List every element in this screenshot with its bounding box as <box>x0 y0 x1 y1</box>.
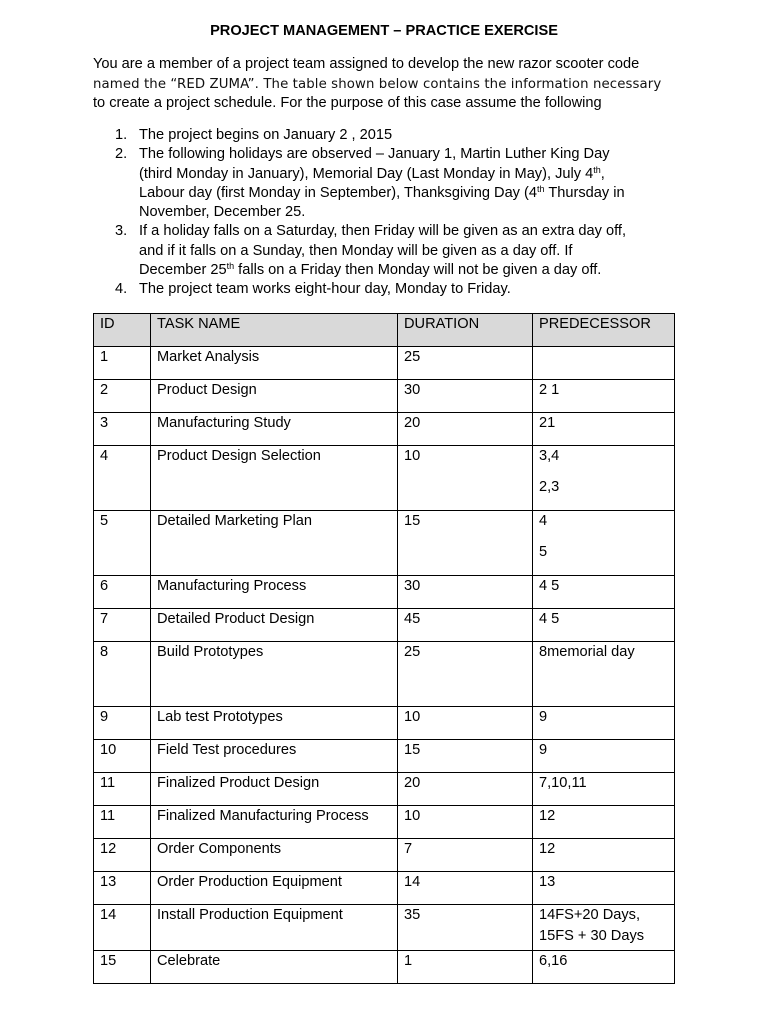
superscript: th <box>593 164 601 175</box>
cell-task-name: Manufacturing Process <box>151 576 398 609</box>
cell-task-name: Product Design <box>151 380 398 413</box>
cell-id: 12 <box>94 839 151 872</box>
table-row <box>94 347 675 380</box>
cell-duration: 20 <box>398 413 533 446</box>
predecessor-value: 15FS + 30 Days <box>539 928 645 944</box>
table-row <box>94 413 675 446</box>
header-id: ID <box>94 314 151 347</box>
cell-id: 1 <box>94 347 151 380</box>
cell-predecessor <box>533 773 675 806</box>
table-header-row <box>94 314 675 347</box>
cell-predecessor <box>533 511 675 576</box>
cell-duration: 1 <box>398 951 533 984</box>
cell-id: 4 <box>94 446 151 511</box>
cell-id: 14 <box>94 905 151 951</box>
table-row <box>94 446 675 511</box>
header-task-name: TASK NAME <box>151 314 398 347</box>
list-item <box>93 280 693 299</box>
cell-duration: 7 <box>398 839 533 872</box>
list-item-text: , <box>600 165 605 182</box>
cell-duration: 14 <box>398 872 533 905</box>
predecessor-value: 12 <box>539 808 556 824</box>
cell-task-name: Lab test Prototypes <box>151 707 398 740</box>
predecessor-value: 6,16 <box>539 953 568 969</box>
cell-predecessor <box>533 872 675 905</box>
cell-duration: 15 <box>398 511 533 576</box>
predecessor-value: 9 <box>539 709 548 725</box>
cell-predecessor <box>533 839 675 872</box>
list-number: 2. <box>115 146 128 163</box>
list-item <box>93 145 693 222</box>
cell-id: 6 <box>94 576 151 609</box>
cell-duration: 10 <box>398 806 533 839</box>
list-item-text: (third Monday in January), Memorial Day (Last Monday in May), July 4 <box>139 165 594 182</box>
predecessor-value: 4 5 <box>539 611 560 627</box>
cell-task-name: Celebrate <box>151 951 398 984</box>
table-row <box>94 951 675 984</box>
intro-paragraph <box>93 55 693 114</box>
cell-predecessor <box>533 576 675 609</box>
table-row <box>94 872 675 905</box>
intro-line: to create a project schedule. For the purpose of this case assume the following <box>93 95 602 111</box>
list-item-text: and if it falls on a Sunday, then Monday will be given as a day off. If <box>139 242 573 259</box>
list-item <box>93 222 693 280</box>
cell-task-name: Product Design Selection <box>151 446 398 511</box>
table-row <box>94 511 675 576</box>
predecessor-value: 13 <box>539 874 556 890</box>
list-item-text: The project team works eight-hour day, Monday to Friday. <box>139 281 511 298</box>
list-item-text: Thursday in <box>544 184 625 201</box>
cell-id: 5 <box>94 511 151 576</box>
predecessor-value: 8memorial day <box>539 644 635 660</box>
predecessor-value: 2,3 <box>539 479 560 495</box>
cell-duration: 20 <box>398 773 533 806</box>
intro-line: You are a member of a project team assigned to develop the new razor scooter code <box>93 56 640 72</box>
predecessor-value: 5 <box>539 544 548 560</box>
list-item-text: The following holidays are observed – January 1, Martin Luther King Day <box>139 146 610 163</box>
table-row <box>94 839 675 872</box>
cell-task-name: Market Analysis <box>151 347 398 380</box>
cell-predecessor <box>533 347 675 380</box>
table-row <box>94 773 675 806</box>
cell-duration: 15 <box>398 740 533 773</box>
cell-predecessor <box>533 707 675 740</box>
cell-duration: 30 <box>398 380 533 413</box>
cell-id: 11 <box>94 806 151 839</box>
predecessor-value: 7,10,11 <box>539 775 587 791</box>
list-item-text: The project begins on January 2 , 2015 <box>139 127 393 143</box>
predecessor-value: 9 <box>539 742 548 758</box>
table-row <box>94 380 675 413</box>
table-row <box>94 576 675 609</box>
header-predecessor: PREDECESSOR <box>533 314 675 347</box>
header-duration: DURATION <box>398 314 533 347</box>
list-item <box>93 126 693 145</box>
predecessor-value: 2 1 <box>539 382 560 398</box>
cell-predecessor <box>533 446 675 511</box>
list-number: 1. <box>115 127 128 143</box>
list-number: 4. <box>115 281 128 298</box>
cell-predecessor <box>533 413 675 446</box>
cell-task-name: Manufacturing Study <box>151 413 398 446</box>
cell-id: 7 <box>94 609 151 642</box>
cell-id: 2 <box>94 380 151 413</box>
cell-duration: 25 <box>398 347 533 380</box>
list-item-text: If a holiday falls on a Saturday, then Friday will be given as an extra day off, <box>139 223 627 240</box>
list-item-text: falls on a Friday then Monday will not be given a day off. <box>234 262 602 279</box>
cell-id: 9 <box>94 707 151 740</box>
page-title: PROJECT MANAGEMENT – PRACTICE EXERCISE <box>210 23 558 39</box>
cell-predecessor <box>533 905 675 951</box>
cell-id: 11 <box>94 773 151 806</box>
list-number: 3. <box>115 223 128 240</box>
cell-duration: 25 <box>398 642 533 707</box>
cell-task-name: Field Test procedures <box>151 740 398 773</box>
cell-task-name: Order Production Equipment <box>151 872 398 905</box>
table-row <box>94 905 675 951</box>
cell-task-name: Detailed Marketing Plan <box>151 511 398 576</box>
assumptions-list <box>93 126 693 300</box>
cell-duration: 10 <box>398 707 533 740</box>
table-row <box>94 642 675 707</box>
cell-predecessor <box>533 740 675 773</box>
cell-task-name: Install Production Equipment <box>151 905 398 951</box>
cell-predecessor <box>533 806 675 839</box>
table-row <box>94 609 675 642</box>
predecessor-value: 14FS+20 Days, <box>539 907 640 923</box>
intro-line: named the “RED ZUMA”. The table shown below contains the information necessary <box>93 76 662 92</box>
cell-duration: 30 <box>398 576 533 609</box>
list-item-text: December 25 <box>139 262 227 279</box>
task-table <box>93 313 675 984</box>
cell-predecessor <box>533 609 675 642</box>
predecessor-value: 12 <box>539 841 556 857</box>
list-item-text: Labour day (first Monday in September), Thanksgiving Day (4 <box>139 184 538 201</box>
cell-predecessor <box>533 951 675 984</box>
cell-task-name: Finalized Manufacturing Process <box>151 806 398 839</box>
table-row <box>94 707 675 740</box>
cell-task-name: Finalized Product Design <box>151 773 398 806</box>
cell-id: 3 <box>94 413 151 446</box>
list-item-text: November, December 25. <box>139 204 306 221</box>
cell-task-name: Build Prototypes <box>151 642 398 707</box>
cell-predecessor <box>533 642 675 707</box>
cell-id: 15 <box>94 951 151 984</box>
table-row <box>94 806 675 839</box>
table-row <box>94 740 675 773</box>
cell-duration: 45 <box>398 609 533 642</box>
cell-duration: 10 <box>398 446 533 511</box>
superscript: th <box>226 261 235 272</box>
cell-id: 8 <box>94 642 151 707</box>
cell-duration: 35 <box>398 905 533 951</box>
cell-id: 13 <box>94 872 151 905</box>
predecessor-value: 21 <box>539 415 556 431</box>
cell-task-name: Detailed Product Design <box>151 609 398 642</box>
cell-predecessor <box>533 380 675 413</box>
predecessor-value: 4 <box>539 513 548 529</box>
cell-task-name: Order Components <box>151 839 398 872</box>
predecessor-value: 3,4 <box>539 448 560 464</box>
superscript: th <box>537 183 545 194</box>
predecessor-value: 4 5 <box>539 578 560 594</box>
cell-id: 10 <box>94 740 151 773</box>
